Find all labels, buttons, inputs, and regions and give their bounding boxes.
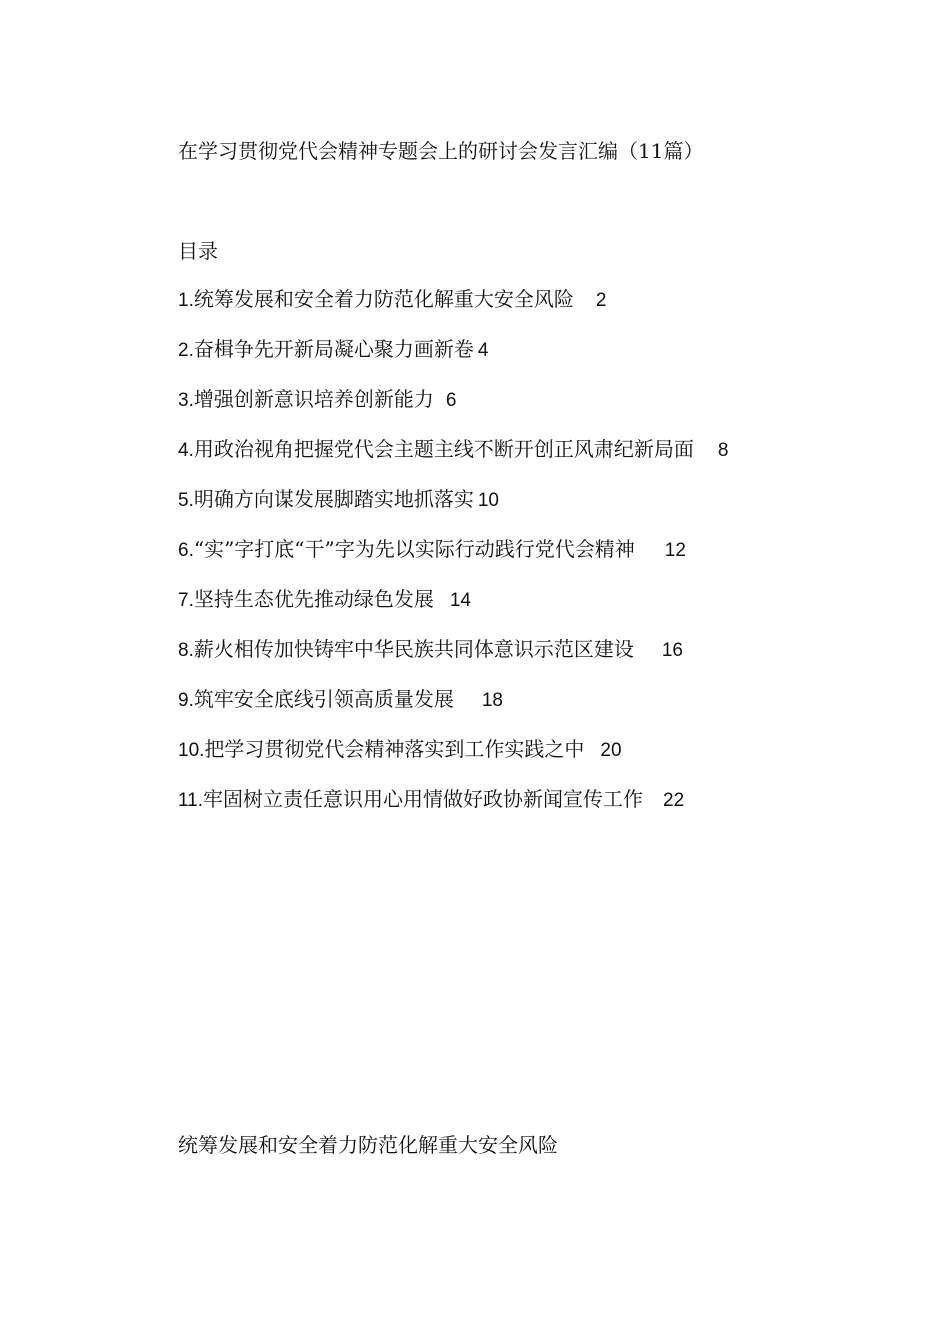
toc-item[interactable] <box>178 333 878 383</box>
toc-item[interactable] <box>178 533 878 583</box>
toc-item[interactable] <box>178 733 878 783</box>
toc-item-page: 18 <box>481 690 503 711</box>
toc-item-page: 8 <box>717 440 729 461</box>
toc-item-page: 12 <box>664 540 686 561</box>
toc-item-page: 16 <box>661 640 683 661</box>
toc-item-number: 3. <box>178 390 194 411</box>
toc-item-title: 奋楫争先开新局凝心聚力画新卷 <box>193 337 474 361</box>
toc-item[interactable] <box>178 783 878 833</box>
toc-item-page: 6 <box>445 390 457 411</box>
toc-item[interactable] <box>178 633 878 683</box>
toc-item-page: 10 <box>477 490 499 511</box>
toc-item-number: 7. <box>178 590 194 611</box>
toc-item[interactable] <box>178 383 878 433</box>
toc-item-title: 坚持生态优先推动绿色发展 <box>193 587 434 611</box>
toc-item-number: 11. <box>178 790 204 811</box>
toc-item[interactable] <box>178 433 878 483</box>
toc-item[interactable] <box>178 283 878 333</box>
toc-item-title: 把学习贯彻党代会精神落实到工作实践之中 <box>204 737 585 761</box>
toc-item-number: 1. <box>178 290 194 311</box>
toc-item-page: 4 <box>477 340 489 361</box>
toc-item-number: 9. <box>178 690 194 711</box>
toc-item-number: 5. <box>178 490 194 511</box>
toc-item-title: “实”字打底“干”字为先以实际行动践行党代会精神 <box>193 537 635 561</box>
toc-item-title: 牢固树立责任意识用心用情做好政协新闻宣传工作 <box>203 787 644 811</box>
toc-item-title: 用政治视角把握党代会主题主线不断开创正风肃纪新局面 <box>193 437 694 461</box>
toc-item[interactable] <box>178 483 878 533</box>
toc-item-page: 2 <box>595 290 607 311</box>
toc-item-number: 4. <box>178 440 194 461</box>
toc-item-number: 6. <box>178 540 194 561</box>
toc-item-title: 增强创新意识培养创新能力 <box>193 387 434 411</box>
toc-item-number: 8. <box>178 640 194 661</box>
section-heading: 统筹发展和安全着力防范化解重大安全风险 <box>178 1133 558 1157</box>
table-of-contents <box>178 283 878 833</box>
toc-item-title: 薪火相传加快铸牢中华民族共同体意识示范区建设 <box>193 637 634 661</box>
toc-item-title: 筑牢安全底线引领高质量发展 <box>193 687 454 711</box>
toc-item[interactable] <box>178 683 878 733</box>
toc-item[interactable] <box>178 583 878 633</box>
toc-item-page: 14 <box>449 590 471 611</box>
toc-item-number: 2. <box>178 340 194 361</box>
toc-item-title: 明确方向谋发展脚踏实地抓落实 <box>193 487 474 511</box>
toc-item-title: 统筹发展和安全着力防范化解重大安全风险 <box>193 287 574 311</box>
toc-item-number: 10. <box>178 740 205 761</box>
document-title: 在学习贯彻党代会精神专题会上的研讨会发言汇编（11篇） <box>178 139 704 163</box>
toc-heading: 目录 <box>178 239 218 263</box>
toc-item-page: 20 <box>600 740 622 761</box>
toc-item-page: 22 <box>663 790 685 811</box>
